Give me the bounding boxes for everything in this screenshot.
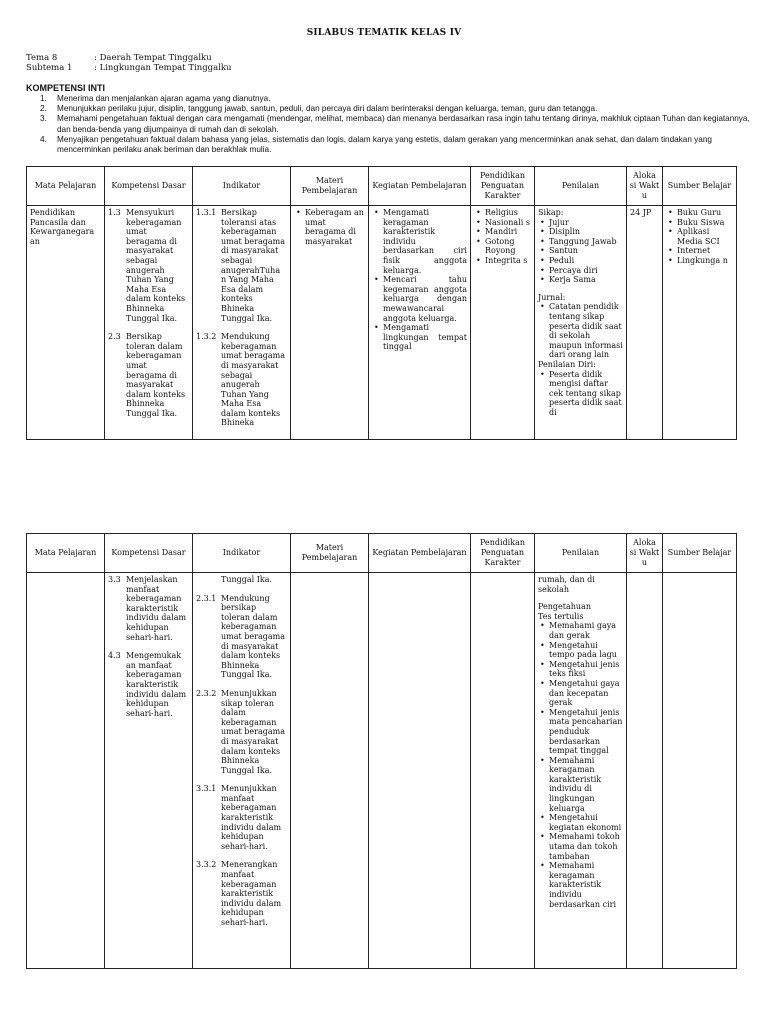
cell-ppk (471, 573, 535, 969)
indikator-code: 1.3.1 (196, 208, 217, 217)
table-row (27, 573, 737, 969)
list-item: • Peduli (538, 256, 623, 266)
cell-kd (105, 573, 193, 969)
indikator-code: 2.3.1 (196, 593, 217, 603)
list-item: • Memahami keragaman karakteristik individu di lingkungan keluarga (538, 756, 623, 814)
cell-kegiatan (369, 206, 471, 440)
kd-text: Bersikap toleran dalam keberagaman umat beragama di masyarakat dalam konteks Bhinneka Tunggal Ika. (126, 332, 186, 418)
list-item: • Internet (666, 246, 733, 256)
list-item (40, 104, 750, 114)
cell-sumber (663, 206, 737, 440)
header-kd: Kompetensi Dasar (105, 167, 193, 206)
list-item: • Mengamati keragaman karakteristik individu berdasarkan ciri fisik anggota keluarga. (372, 208, 467, 275)
kd-entry (108, 651, 189, 718)
kd-text: Menjelaskan manfaat keberagaman karakteristik individu dalam kehidupan sehari-hari. (126, 575, 187, 642)
cell-ppk (471, 206, 535, 440)
jurnal-list (538, 302, 623, 360)
subtema-label: Subtema 1 (26, 63, 73, 73)
kd-text: Mengemukak an manfaat keberagaman karakteristik individu dalam kehidupan sehari-hari. (126, 651, 187, 718)
list-item: • Mengetahui jenis teks fiksi (538, 660, 623, 679)
list-item (40, 114, 750, 134)
jurnal-label: Jurnal: (538, 292, 566, 302)
cell-alokasi: 24 JP (627, 206, 663, 440)
indikator-code: 2.3.2 (196, 688, 217, 698)
indikator-text: Bersikap toleransi atas keberagaman umat beragama di masyarakat sebagai anugerahTuha n Yang Maha Esa dalam konteks Bhineka Tunggal Ika. (221, 208, 285, 323)
indikator-entry (196, 689, 287, 775)
header-ppk: Pendidikan Penguatan Karakter (471, 167, 535, 206)
list-item: • Buku Guru (666, 208, 733, 218)
cell-alokasi (627, 573, 663, 969)
item-number: 2. (40, 104, 47, 114)
list-item: • Mengetahui tempo pada lagu (538, 641, 623, 660)
header-mapel: Mata Pelajaran (27, 167, 105, 206)
indikator-text: Menunjukkan sikap toleran dalam keberagaman umat beragama di masyarakat dalam konteks Bhinneka Tunggal Ika. (221, 688, 285, 775)
indikator-entry (196, 575, 287, 585)
cell-materi (291, 573, 369, 969)
header-penilaian: Penilaian (535, 534, 627, 573)
kegiatan-list (372, 208, 467, 352)
item-text: Menerima dan menjalankan ajaran agama yang dianutnya. (57, 94, 271, 103)
header-materi: Materi Pembelajaran (291, 534, 369, 573)
syllabus-table-2 (26, 533, 737, 969)
indikator-continuation: Tunggal Ika. (221, 575, 273, 584)
list-item: • Buku Siswa (666, 218, 733, 228)
subtema-row (26, 63, 232, 73)
tema-value: : Daerah Tempat Tinggalku (94, 53, 212, 63)
sumber-list (666, 208, 733, 266)
header-kd: Kompetensi Dasar (105, 534, 193, 573)
item-number: 4. (40, 134, 47, 144)
cell-kd (105, 206, 193, 440)
header-mapel: Mata Pelajaran (27, 534, 105, 573)
list-item: • Integrita s (474, 256, 531, 266)
syllabus-table-1 (26, 166, 737, 440)
header-penilaian: Penilaian (535, 167, 627, 206)
indikator-entry (196, 208, 287, 323)
header-alokasi: Aloka si Wakt u (627, 534, 663, 573)
indikator-entry (196, 332, 287, 428)
header-kegiatan: Kegiatan Pembelajaran (369, 167, 471, 206)
item-text: Menunjukkan perilaku jujur, disiplin, tanggung jawab, santun, peduli, dan percaya diri dalam berinteraksi dengan keluarga, teman, guru dan tetangga. (57, 104, 598, 114)
indikator-code: 1.3.2 (196, 332, 217, 342)
list-item: • Catatan pendidik tentang sikap peserta didik saat di sekolah maupun informasi dari orang lain (538, 302, 623, 360)
cell-penilaian (535, 206, 627, 440)
item-number: 3. (40, 114, 47, 124)
tema-row (26, 53, 232, 63)
list-item: • Mengetahui gaya dan kecepatan gerak (538, 679, 623, 708)
kd-entry (108, 332, 189, 418)
list-item: • Disiplin (538, 227, 623, 237)
header-alokasi: Aloka si Wakt u (627, 167, 663, 206)
cell-sumber (663, 573, 737, 969)
materi-list (294, 208, 365, 246)
sikap-list (538, 218, 623, 285)
kd-code: 4.3 (108, 651, 121, 661)
cell-materi (291, 206, 369, 440)
list-item: • Memahami keragaman karakteristik individu berdasarkan ciri (538, 861, 623, 909)
header-sumber: Sumber Belajar (663, 534, 737, 573)
tema-label: Tema 8 (26, 53, 58, 63)
sikap-label: Sikap: (538, 208, 564, 217)
list-item: • Gotong Royong (474, 237, 531, 256)
table-header-row (27, 534, 737, 573)
kompetensi-inti-list (40, 94, 750, 155)
header-indikator: Indikator (193, 167, 291, 206)
item-number: 1. (40, 94, 47, 103)
indikator-text: Menerangkan manfaat keberagaman karakteristik individu dalam kehidupan sehari-hari. (221, 860, 282, 927)
kd-entry (108, 575, 189, 642)
list-item: • Tanggung Jawab (538, 237, 623, 247)
subtema-value: : Lingkungan Tempat Tinggalku (94, 63, 232, 73)
list-item: • Mengetahui kegiatan ekonomi (538, 813, 623, 832)
list-item: • Memahami gaya dan gerak (538, 621, 623, 640)
cell-kegiatan (369, 573, 471, 969)
item-text: Memahami pengetahuan faktual dengan cara mengamati (mendengar, melihat, membaca) dan menanya berdasarkan rasa ingin tahu tentang dirinya, makhluk ciptaan Tuhan dan kegiatannya, dan benda-benda yang dijumpainya di rumah dan di sekolah. (57, 114, 750, 134)
cell-mapel (27, 573, 105, 969)
list-item (40, 135, 750, 155)
item-text: Menyajikan pengetahuan faktual dalam bahasa yang jelas, sistematis dan logis, dalam karya yang estetis, dalam gerakan yang mencerminkan anak sehat, dan dalam tindakan yang mencerminkan perilaku anak beriman dan berakhlak mulia. (57, 134, 712, 155)
list-item (40, 94, 750, 104)
indikator-entry (196, 594, 287, 680)
list-item: • Mengetahui jenis mata pencaharian penduduk berdasarkan tempat tinggal (538, 708, 623, 756)
list-item: • Lingkunga n (666, 256, 733, 266)
indikator-text: Menunjukkan manfaat keberagaman karakteristik individu dalam kehidupan sehari-hari. (221, 784, 282, 851)
indikator-code: 3.3.1 (196, 784, 217, 794)
header-indikator: Indikator (193, 534, 291, 573)
document-title: SILABUS TEMATIK KELAS IV (306, 28, 462, 38)
kompetensi-inti-heading: KOMPETENSI INTI (26, 83, 106, 93)
header-sumber: Sumber Belajar (663, 167, 737, 206)
indikator-entry (196, 784, 287, 851)
indikator-text: Mendukung keberagaman umat beragama di masyarakat sebagai anugerah Tuhan Yang Maha Esa dalam konteks Bhineka (221, 332, 285, 428)
penilaian-diri-list (538, 370, 623, 418)
kd-code: 3.3 (108, 575, 121, 584)
cell-indikator (193, 206, 291, 440)
list-item: • Memahami tokoh utama dan tokoh tambahan (538, 832, 623, 861)
penilaian-continuation: rumah, dan di sekolah (538, 575, 595, 594)
kd-text: Mensyukuri keberagaman umat beragama di masyarakat sebagai anugerah Tuhan Yang Maha Esa dalam konteks Bhinneka Tunggal Ika. (126, 208, 186, 323)
list-item: • Santun (538, 246, 623, 256)
table-row (27, 206, 737, 440)
indikator-code: 3.3.2 (196, 860, 217, 870)
cell-indikator (193, 573, 291, 969)
pengetahuan-label: Pengetahuan (538, 602, 591, 612)
document-meta (26, 53, 232, 73)
tes-tertulis-label: Tes tertulis (538, 611, 584, 621)
list-item: • Mengamati lingkungan tempat tinggal (372, 323, 467, 352)
list-item: • Mandiri (474, 227, 531, 237)
list-item: • Peserta didik mengisi daftar cek tentang sikap peserta didik saat di (538, 370, 623, 418)
header-materi: Materi Pembelajaran (291, 167, 369, 206)
list-item: • Nasionali s (474, 218, 531, 228)
list-item: • Mencari tahu kegemaran anggota keluarga dengan mewawancarai anggota keluarga. (372, 275, 467, 323)
list-item: • Jujur (538, 218, 623, 228)
table-header-row (27, 167, 737, 206)
list-item: • Keberagam an umat beragama di masyarakat (294, 208, 365, 246)
indikator-text: Mendukung bersikap toleran dalam keberagaman umat beragama di masyarakat dalam konteks Bhinneka Tunggal Ika. (221, 593, 285, 680)
header-kegiatan: Kegiatan Pembelajaran (369, 534, 471, 573)
pengetahuan-list (538, 621, 623, 909)
kd-code: 2.3 (108, 332, 121, 342)
cell-mapel: Pendidikan Pancasila dan Kewarganegara an (27, 206, 105, 440)
penilaian-diri-label: Penilaian Diri: (538, 359, 596, 369)
list-item: • Percaya diri (538, 266, 623, 276)
list-item: • Kerja Sama (538, 275, 623, 285)
header-ppk: Pendidikan Penguatan Karakter (471, 534, 535, 573)
kd-entry (108, 208, 189, 323)
list-item: • Religius (474, 208, 531, 218)
cell-penilaian (535, 573, 627, 969)
indikator-entry (196, 860, 287, 927)
kd-code: 1.3 (108, 208, 121, 217)
ppk-list (474, 208, 531, 266)
list-item: • Aplikasi Media SCI (666, 227, 733, 246)
